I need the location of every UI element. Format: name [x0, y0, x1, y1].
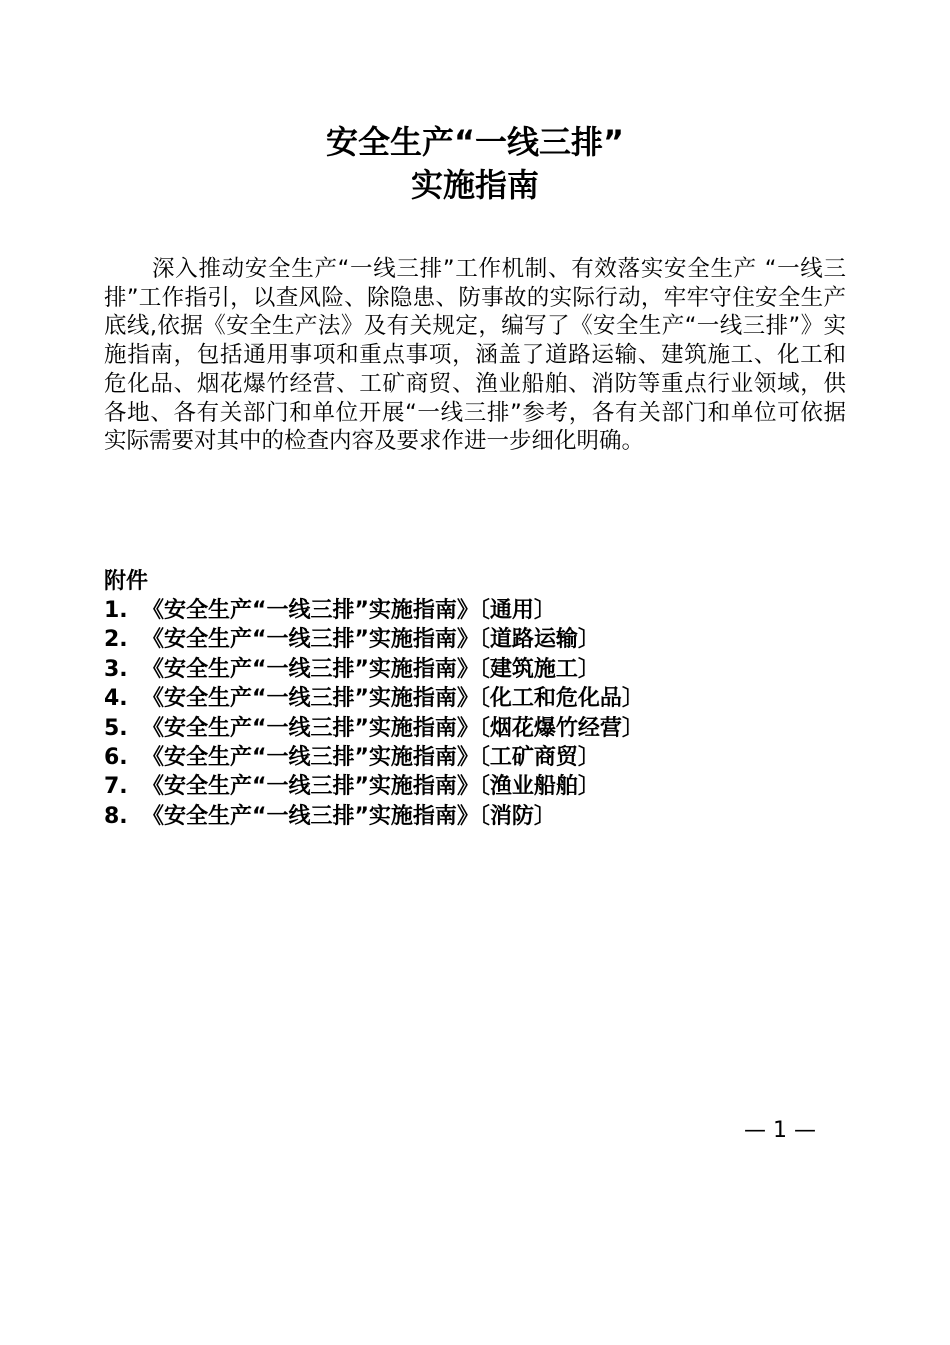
document-title-line1: 安全生产“一线三排” [325, 123, 625, 161]
attachment-title: 《安全生产“一线三排”实施指南》〔通用〕 [142, 598, 556, 623]
attachment-item [104, 743, 644, 772]
attachment-item [104, 802, 644, 831]
attachment-item [104, 714, 644, 743]
attachment-number: 1. [104, 598, 128, 623]
attachment-title: 《安全生产“一线三排”实施指南》〔工矿商贸〕 [142, 745, 600, 771]
attachment-title: 《安全生产“一线三排”实施指南》〔烟花爆竹经营〕 [142, 715, 644, 741]
attachment-item [104, 655, 644, 684]
attachments-heading: 附件 [104, 569, 149, 594]
page-number: — 1 — [744, 1118, 816, 1143]
attachment-title: 《安全生产“一线三排”实施指南》〔道路运输〕 [142, 627, 600, 653]
attachment-number: 3. [104, 656, 128, 682]
body-paragraph: 深入推动安全生产“一线三排”工作机制、有效落实安全生产 “一线三排”工作指引，以查风险、除隐患、防事故的实际行动，牢牢守住安全生产底线,依据《安全生产法》及有关规定，编写了《安全生产“一线三排”》实施指南，包括通用事项和重点事项，涵盖了道路运输、建筑施工、化工和危化品、烟花爆竹经营、工矿商贸、渔业船舶、消防等重点行业领域，供各地、各有关部门和单位开展“一线三排”参考，各有关部门和单位可依据实际需要对其中的检查内容及要求作进一步细化明确。 [104, 256, 846, 455]
attachment-number: 7. [104, 774, 128, 800]
attachment-number: 8. [104, 803, 128, 829]
attachment-title: 《安全生产“一线三排”实施指南》〔化工和危化品〕 [142, 686, 644, 712]
attachment-title: 《安全生产“一线三排”实施指南》〔消防〕 [142, 803, 556, 829]
attachments-list [104, 596, 644, 831]
attachment-number: 5. [104, 715, 128, 741]
attachment-title: 《安全生产“一线三排”实施指南》〔渔业船舶〕 [142, 774, 600, 800]
attachment-number: 2. [104, 627, 128, 653]
attachment-title: 《安全生产“一线三排”实施指南》〔建筑施工〕 [142, 656, 600, 682]
document-title-line2: 实施指南 [410, 166, 539, 204]
attachment-number: 4. [104, 686, 128, 712]
attachment-item [104, 596, 644, 625]
attachment-item [104, 684, 644, 713]
attachment-item [104, 772, 644, 801]
attachment-item [104, 625, 644, 654]
attachment-number: 6. [104, 745, 128, 771]
